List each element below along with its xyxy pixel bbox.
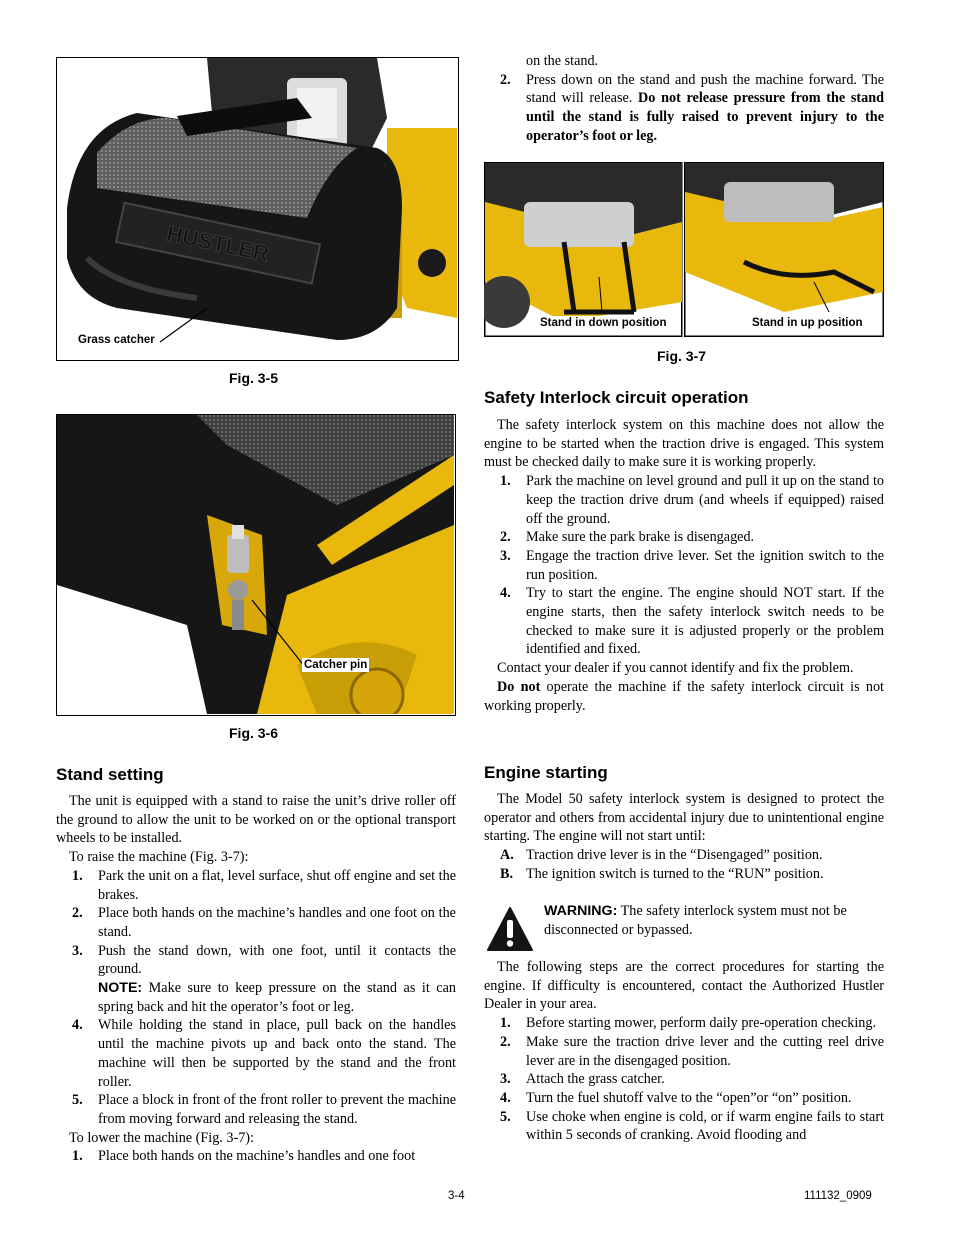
interlock-intro: The safety interlock system on this machine does not allow the engine to be started when the traction drive is engaged. This system must be checked daily to make sure it is working properly. <box>484 417 884 471</box>
raise-label: To raise the machine (Fig. 3-7): <box>69 849 249 866</box>
warning-icon <box>486 906 534 952</box>
list-item: A. Traction drive lever is in the “Disengaged” position. <box>500 847 823 864</box>
engine-steps-intro: The following steps are the correct procedures for starting the engine. If difficulty is encountered, contact the Authorized Hustler Dealer in your area. <box>484 959 884 1013</box>
engine-body <box>484 790 884 884</box>
list-item: 4. Turn the fuel shutoff valve to the “open”or “on” position. <box>500 1089 852 1106</box>
interlock-body <box>484 416 884 715</box>
list-item: 2. Place both hands on the machine’s handles and one foot on the stand. <box>72 905 456 940</box>
lower-label: To lower the machine (Fig. 3-7): <box>69 1129 254 1146</box>
lower-steps-continued <box>484 52 884 146</box>
page-number: 3-4 <box>448 1190 465 1202</box>
stand-setting-heading: Stand setting <box>56 765 164 784</box>
list-item: 1. Park the unit on a flat, level surface, shut off engine and set the brakes. <box>72 867 456 903</box>
engine-intro: The Model 50 safety interlock system is designed to protect the operator and others from accidental injury due to unintentional engine starting. The engine will not start until: <box>484 791 884 845</box>
callout-stand-down: Stand in down position <box>540 317 667 329</box>
fig-3-7-caption: Fig. 3-7 <box>657 348 707 364</box>
figure-3-7 <box>484 162 884 337</box>
list-item: 4. Try to start the engine. The engine should NOT start. If the engine starts, then the safety interlock switch needs to be checked to make sure it is adjusted properly or the problem identified and fixed. <box>500 585 884 658</box>
list-item: 1. Before starting mower, perform daily pre-operation checking. <box>500 1015 877 1032</box>
warning-text: WARNING: The safety interlock system must not be disconnected or bypassed. <box>544 903 847 938</box>
callout-grass-catcher: Grass catcher <box>78 334 155 346</box>
figure-3-6 <box>56 414 456 716</box>
list-item: 3. Push the stand down, with one foot, until it contacts the ground. NOTE: Make sure to keep pressure on the stand as it can spring back and hit the operator’s foot or leg. <box>72 942 456 1015</box>
list-item: 3. Engage the traction drive lever. Set the ignition switch to the run position. <box>500 547 884 583</box>
document-number: 111132_0909 <box>804 1190 872 1202</box>
engine-steps <box>484 958 884 1145</box>
list-item: B. The ignition switch is turned to the “RUN” position. <box>500 865 824 882</box>
fig-3-6-caption: Fig. 3-6 <box>229 725 279 741</box>
stand-setting-body <box>56 792 456 1166</box>
stand-intro: The unit is equipped with a stand to raise the unit’s drive roller off the ground to allow the unit to be worked on or the optional transport wheels to be installed. <box>56 793 456 847</box>
list-item: 1. Park the machine on level ground and pull it up on the stand to keep the traction drive drum (and wheels if equipped) raised off the ground. <box>500 473 884 527</box>
stand-position-photos <box>484 162 884 337</box>
list-item: on the stand. <box>526 53 599 69</box>
list-item: 5. Use choke when engine is cold, or if warm engine fails to start within 5 seconds of cranking. Avoid flooding and <box>500 1108 884 1144</box>
grass-catcher-photo <box>57 58 457 359</box>
callout-catcher-pin: Catcher pin <box>304 659 368 671</box>
interlock-donot: Do not operate the machine if the safety interlock circuit is not working properly. <box>484 678 884 714</box>
list-item: 4. While holding the stand in place, pull back on the handles until the machine pivots up and back onto the stand. The machine will then be supported by the stand and the front roller. <box>72 1017 456 1090</box>
callout-stand-up: Stand in up position <box>752 317 863 329</box>
interlock-contact: Contact your dealer if you cannot identify and fix the problem. <box>497 660 854 677</box>
catcher-pin-photo <box>57 415 454 714</box>
fig-3-5-caption: Fig. 3-5 <box>229 370 279 386</box>
list-item: 2. Make sure the traction drive lever and the cutting reel drive lever are in the disengaged position. <box>500 1033 884 1069</box>
figure-3-5 <box>56 57 459 361</box>
list-item: 5. Place a block in front of the front roller to prevent the machine from moving forward and releasing the stand. <box>72 1092 456 1127</box>
engine-heading: Engine starting <box>484 763 608 782</box>
list-item: 2. Press down on the stand and push the machine forward. The stand will release. Do not release pressure from the stand until the stand is fully raised to prevent injury to the operator’s foot or leg. <box>500 71 884 144</box>
list-item: 1. Place both hands on the machine’s handles and one foot <box>72 1148 416 1165</box>
note-label: NOTE: <box>98 980 143 997</box>
note-text: Make sure to keep pressure on the stand as it can spring back and hit the operator’s foot or leg. <box>98 980 456 1015</box>
list-item: 3. Attach the grass catcher. <box>500 1071 665 1088</box>
list-item: 2. Make sure the park brake is disengaged. <box>500 529 755 546</box>
svg-text:HUSTLER: HUSTLER <box>164 220 272 267</box>
interlock-heading: Safety Interlock circuit operation <box>484 388 749 407</box>
